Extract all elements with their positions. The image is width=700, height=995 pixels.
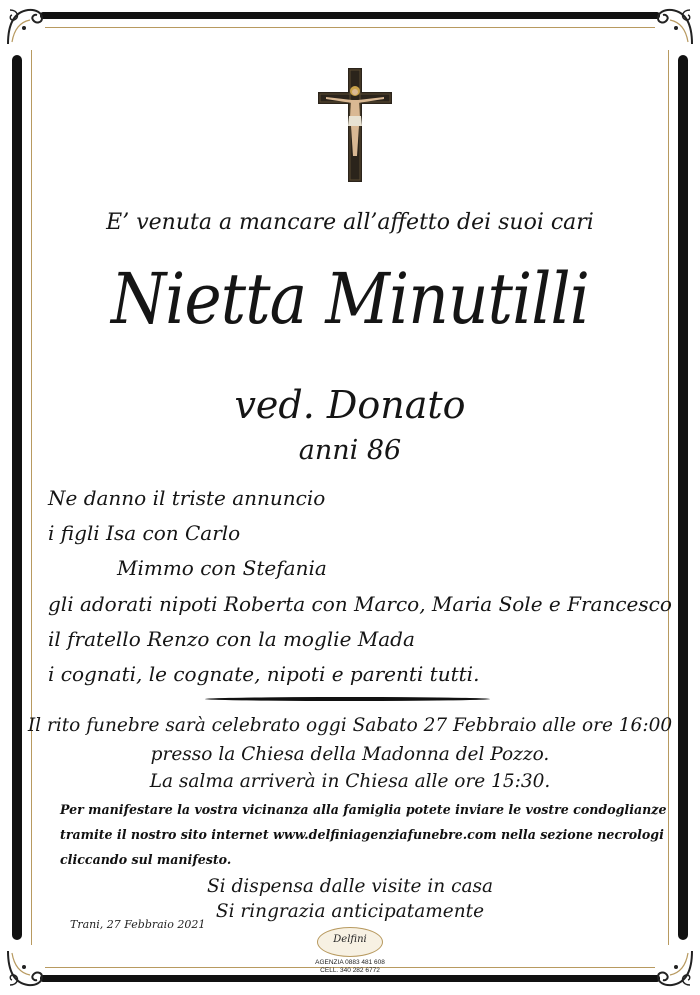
rite-line: La salma arriverà in Chiesa alle ore 15:30. (149, 771, 551, 792)
age-line: anni 86 (298, 435, 402, 466)
rite-line: Il rito funebre sarà celebrato oggi Sabato 27 Febbraio alle ore 16:00 (27, 715, 673, 736)
family-line: gli adorati nipoti Roberta con Marco, Maria Sole e Francesco (48, 592, 672, 616)
family-line: Mimmo con Stefania (117, 556, 327, 580)
gold-left-line (31, 50, 32, 945)
gold-right-line (668, 50, 669, 945)
corner-ornament-icon (4, 4, 48, 48)
place-date: Trani, 27 Febbraio 2021 (70, 918, 206, 931)
agency-cell: CELL. 340 282 6772 (320, 967, 380, 974)
corner-ornament-icon (652, 4, 696, 48)
spouse-line: ved. Donato (234, 383, 466, 427)
notice-line: tramite il nostro sito internet www.delfiniagenziafunebre.com nella sezione necrologi (60, 827, 664, 842)
agency-logo (300, 923, 400, 973)
left-border (12, 55, 22, 940)
family-line: il fratello Renzo con la moglie Mada (48, 627, 415, 651)
notice-line: cliccando sul manifesto. (60, 852, 232, 867)
agency-name: Delfini (333, 934, 367, 945)
deceased-name: Nietta Minutilli (110, 258, 590, 340)
family-line: i figli Isa con Carlo (48, 521, 241, 545)
family-line: i cognati, le cognate, nipoti e parenti tutti. (48, 662, 480, 686)
family-line: Ne danno il triste annuncio (48, 486, 326, 510)
gold-top-line (45, 27, 655, 28)
corner-ornament-icon (4, 947, 48, 991)
notice-line: Per manifestare la vostra vicinanza alla famiglia potete inviare le vostre condoglianze (60, 802, 667, 817)
crucifix-icon (316, 66, 394, 184)
agency-phone: AGENZIA 0883 481 608 (315, 959, 385, 966)
intro-line: E’ venuta a mancare all’affetto dei suoi cari (106, 210, 594, 235)
rite-line: presso la Chiesa della Madonna del Pozzo. (150, 744, 550, 765)
right-border (678, 55, 688, 940)
closing-line: Si ringrazia anticipatamente (215, 901, 485, 922)
divider (205, 697, 490, 701)
closing-line: Si dispensa dalle visite in casa (206, 876, 494, 897)
top-border (40, 12, 660, 19)
bottom-border (40, 975, 660, 982)
corner-ornament-icon (652, 947, 696, 991)
